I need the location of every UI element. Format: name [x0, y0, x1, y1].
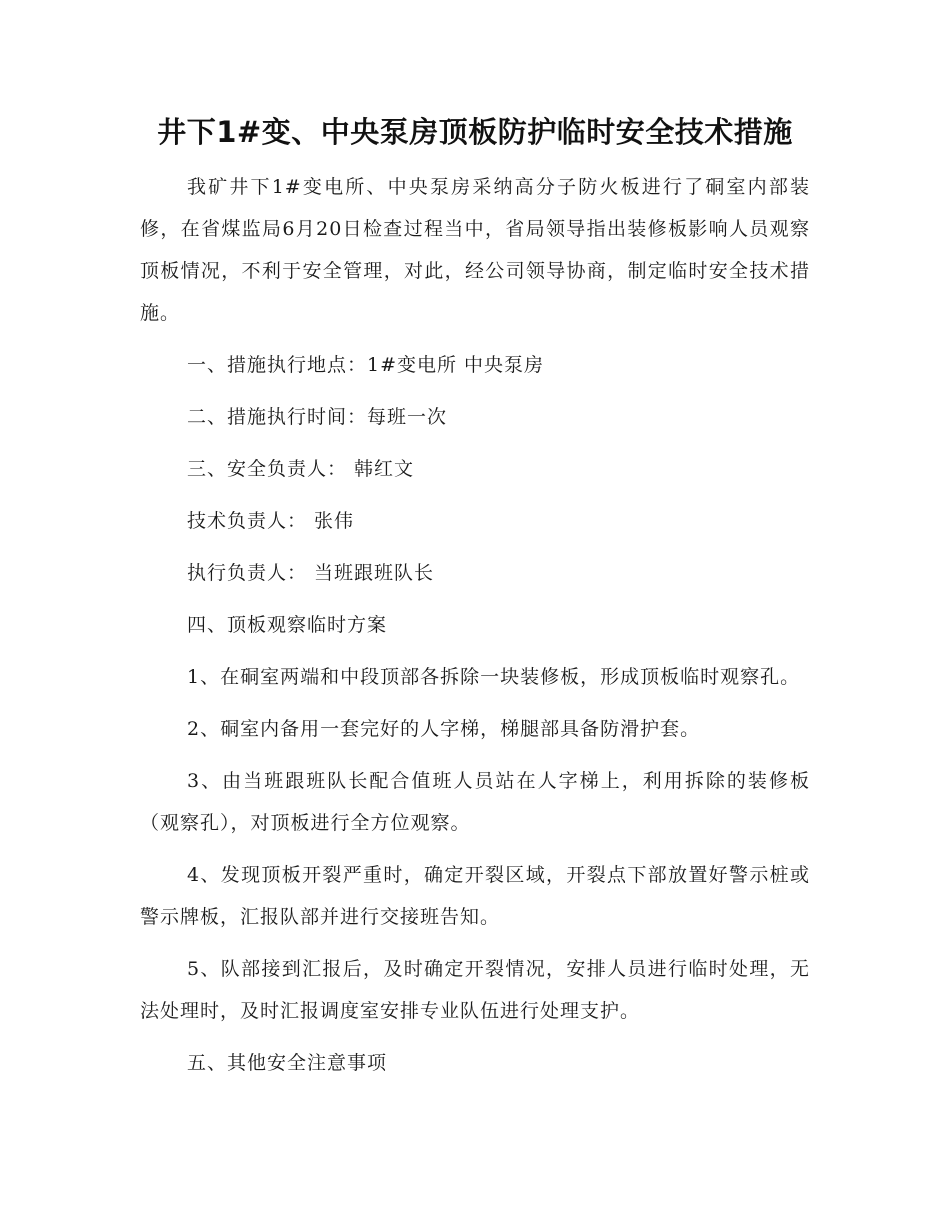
document-body — [140, 166, 810, 1084]
item-safety-person: 三、安全负责人： 韩红文 — [187, 458, 415, 480]
item-time: 二、措施执行时间：每班一次 — [187, 406, 448, 428]
item-exec-person: 执行负责人： 当班跟班队长 — [187, 562, 435, 584]
item-plan-heading: 四、顶板观察临时方案 — [187, 614, 388, 636]
item-location: 一、措施执行地点：1#变电所 中央泵房 — [187, 354, 545, 376]
plan-step-3: 3、由当班跟班队长配合值班人员站在人字梯上，利用拆除的装修板（观察孔），对顶板进行全方位观察。 — [140, 770, 810, 834]
document-title: 井下1#变、中央泵房顶板防护临时安全技术措施 — [157, 115, 793, 149]
intro-paragraph: 我矿井下1#变电所、中央泵房采纳高分子防火板进行了硐室内部装修，在省煤监局6月20日检查过程当中，省局领导指出装修板影响人员观察顶板情况，不利于安全管理，对此，经公司领导协商，制定临时安全技术措施。 — [140, 176, 810, 324]
item-tech-person: 技术负责人： 张伟 — [187, 510, 355, 532]
item-other-heading: 五、其他安全注意事项 — [187, 1052, 388, 1074]
plan-step-5: 5、队部接到汇报后，及时确定开裂情况，安排人员进行临时处理，无法处理时，及时汇报调度室安排专业队伍进行处理支护。 — [140, 958, 810, 1022]
plan-step-4: 4、发现顶板开裂严重时，确定开裂区域，开裂点下部放置好警示桩或警示牌板，汇报队部并进行交接班告知。 — [140, 864, 810, 928]
plan-step-1: 1、在硐室两端和中段顶部各拆除一块装修板，形成顶板临时观察孔。 — [187, 666, 801, 688]
plan-step-2: 2、硐室内备用一套完好的人字梯，梯腿部具备防滑护套。 — [187, 718, 701, 740]
